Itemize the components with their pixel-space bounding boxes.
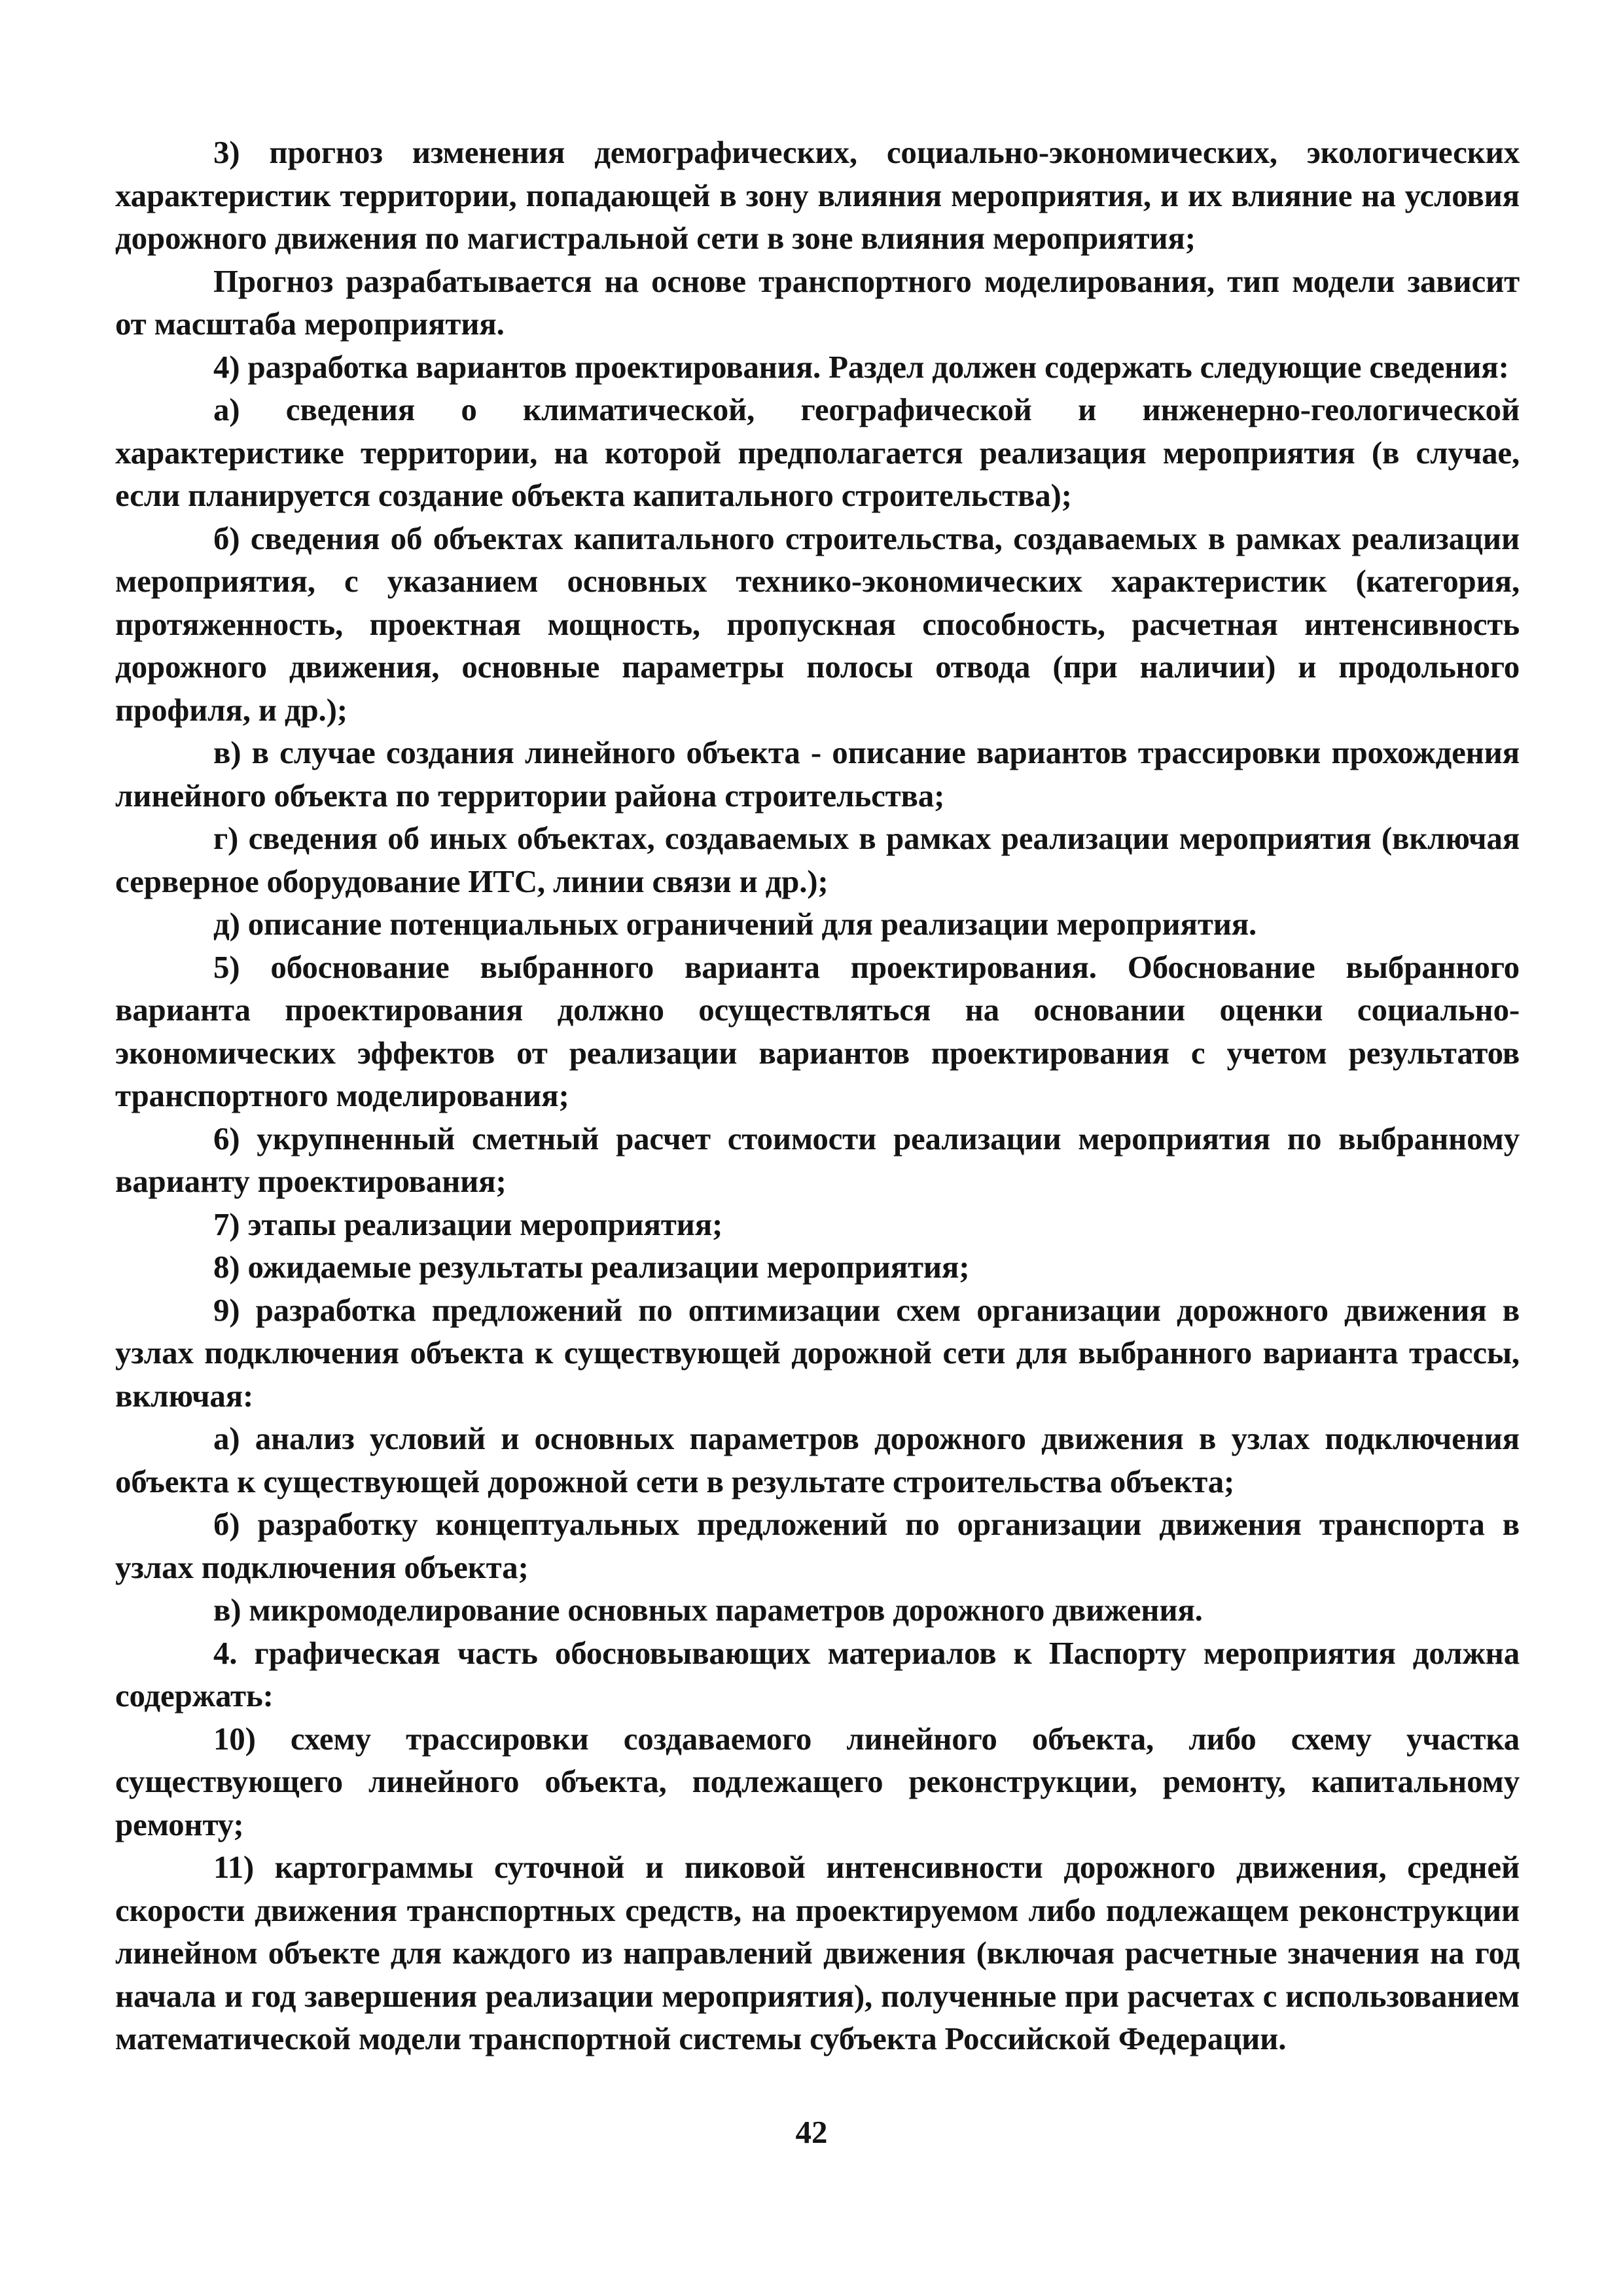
paragraph-item-10-route-scheme: 10) схему трассировки создаваемого линейного объекта, либо схему участка существующего линейного объекта, подлежащего реконструкции, ремонту, капитальному ремонту;	[115, 1720, 1520, 1842]
paragraph-4b-capital-objects: б) сведения об объектах капитального строительства, создаваемых в рамках реализации мероприятия, с указанием основных технико-экономических характеристик (категория, протяженность, проектная мощность, пропускная способность, расчетная интенсивность дорожного движения, основные параметры полосы отвода (при наличии) и продольного профиля, и др.);	[115, 520, 1520, 728]
paragraph-item-5-justification: 5) обоснование выбранного варианта проектирования. Обоснование выбранного варианта проектирования должно осуществляться на основании оценки социально-экономических эффектов от реализации вариантов проектирования с учетом результатов транспортного моделирования;	[115, 948, 1520, 1113]
paragraph-item-11-cartograms: 11) картограммы суточной и пиковой интенсивности дорожного движения, средней скорости движения транспортных средств, на проектируемом либо подлежащем реконструкции линейном объекте для каждого из направлений движения (включая расчетные значения на год начала и год завершения реализации мероприятия), полученные при расчетах с использованием математической модели транспортной системы субъекта Российской Федерации.	[115, 1849, 1520, 2056]
paragraph-section-4-graphics: 4. графическая часть обосновывающих материалов к Паспорту мероприятия должна содержать:	[115, 1634, 1520, 1713]
paragraph-4v-linear-object: в) в случае создания линейного объекта - описание вариантов трассировки прохождения линейного объекта по территории района строительства;	[115, 734, 1520, 814]
paragraph-item-7-stages: 7) этапы реализации мероприятия;	[213, 1206, 723, 1242]
paragraph-item-3-forecast: 3) прогноз изменения демографических, социально-экономических, экологических характеристик территории, попадающей в зону влияния мероприятия, и их влияние на условия дорожного движения по магистральной сети в зоне влияния мероприятия;	[115, 134, 1520, 256]
paragraph-4a-climate-info: а) сведения о климатической, географической и инженерно-геологической характеристике территории, на которой предполагается реализация мероприятия (в случае, если планируется создание объекта капитального строительства);	[115, 391, 1520, 513]
paragraph-9v-micromodeling: в) микромоделирование основных параметров дорожного движения.	[213, 1592, 1203, 1628]
paragraph-9a-analysis: а) анализ условий и основных параметров дорожного движения в узлах подключения объекта к существующей дорожной сети в результате строительства объекта;	[115, 1420, 1520, 1499]
paragraph-forecast-basis: Прогноз разрабатывается на основе транспортного моделирования, тип модели зависит от масштаба мероприятия.	[115, 262, 1520, 342]
paragraph-item-6-cost-estimate: 6) укрупненный сметный расчет стоимости реализации мероприятия по выбранному варианту проектирования;	[115, 1120, 1520, 1199]
paragraph-9b-concepts: б) разработку концептуальных предложений по организации движения транспорта в узлах подключения объекта;	[115, 1506, 1520, 1585]
paragraph-4d-constraints: д) описание потенциальных ограничений для реализации мероприятия.	[213, 906, 1257, 942]
paragraph-item-9-optimization: 9) разработка предложений по оптимизации схем организации дорожного движения в узлах подключения объекта к существующей дорожной сети для выбранного варианта трассы, включая:	[115, 1291, 1520, 1414]
paragraph-item-4-design-variants: 4) разработка вариантов проектирования. Раздел должен содержать следующие сведения:	[213, 348, 1509, 385]
page-number: 42	[795, 2114, 828, 2150]
paragraph-item-8-results: 8) ожидаемые результаты реализации мероприятия;	[213, 1249, 970, 1285]
body-text	[115, 131, 1520, 2060]
paragraph-4g-other-objects: г) сведения об иных объектах, создаваемых в рамках реализации мероприятия (включая серверное оборудование ИТС, линии связи и др.);	[115, 820, 1520, 899]
